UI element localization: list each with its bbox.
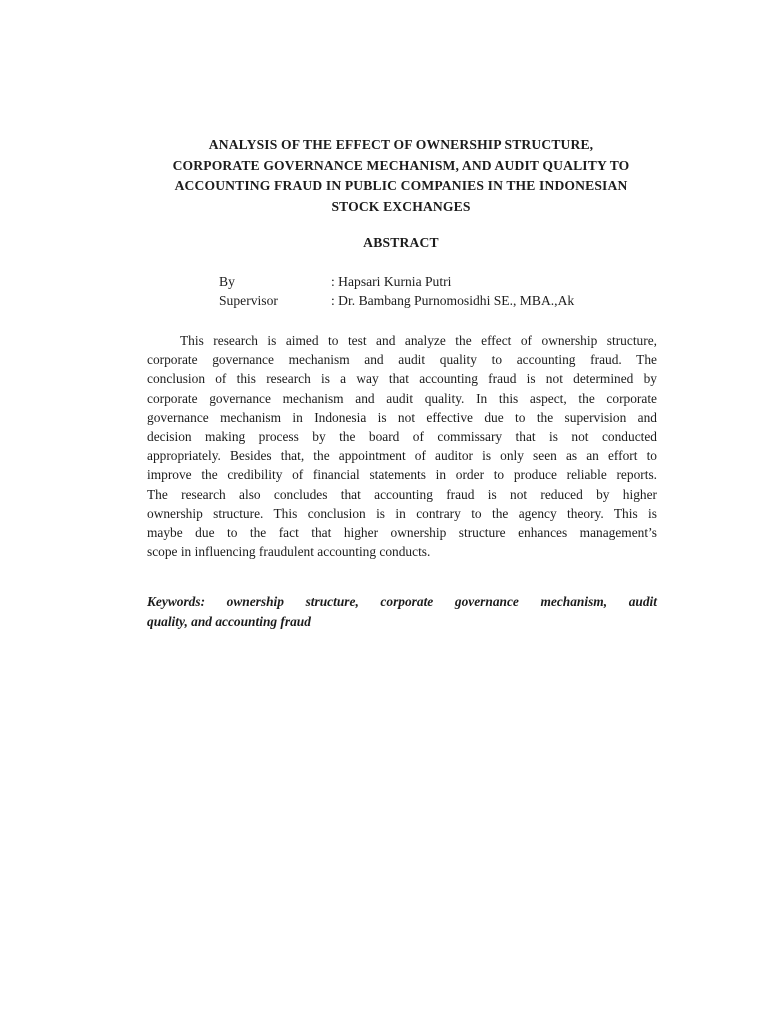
abstract-line: This research is aimed to test and analyze the effect of ownership structure, (180, 333, 657, 348)
title-line: CORPORATE GOVERNANCE MECHANISM, AND AUDIT QUALITY TO (172, 157, 630, 173)
keywords-line: quality, and accounting fraud (147, 614, 311, 629)
supervisor-row (219, 292, 574, 310)
title-line: ACCOUNTING FRAUD IN PUBLIC COMPANIES IN THE INDONESIAN (174, 178, 628, 193)
abstract-line: ownership structure. This conclusion is in contrary to the agency theory. This is (147, 505, 657, 521)
paper-title (140, 135, 662, 217)
abstract-line: improve the credibility of financial statements in order to produce reliable reports. (147, 467, 657, 483)
supervisor-name: : Dr. Bambang Purnomosidhi SE., MBA.,Ak (331, 293, 575, 308)
abstract-line: conclusion of this research is a way that accounting fraud is not determined by (147, 371, 657, 387)
author-name: : Hapsari Kurnia Putri (331, 274, 452, 289)
keywords-line: Keywords: ownership structure, corporate governance mechanism, audit (147, 594, 657, 609)
abstract-line: governance mechanism in Indonesia is not effective due to the supervision and (147, 409, 657, 425)
abstract-line: corporate governance mechanism and audit quality to accounting fraud. The (147, 352, 657, 368)
abstract-heading: ABSTRACT (363, 235, 439, 250)
abstract-line: appropriately. Besides that, the appointment of auditor is only seen as an effort to (147, 448, 657, 464)
supervisor-label: Supervisor (219, 293, 278, 308)
abstract-line: corporate governance mechanism and audit quality. In this aspect, the corporate (147, 390, 657, 406)
author-label: By (219, 274, 235, 289)
title-line: STOCK EXCHANGES (331, 198, 471, 214)
abstract-body (147, 331, 657, 561)
abstract-line: decision making process by the board of commissary that is not conducted (147, 428, 657, 444)
author-row (219, 273, 451, 291)
keywords (147, 592, 657, 632)
abstract-line: maybe due to the fact that higher ownership structure enhances management’s (147, 524, 657, 540)
title-line: ANALYSIS OF THE EFFECT OF OWNERSHIP STRUCTURE, (208, 137, 594, 152)
abstract-line: scope in influencing fraudulent accounting conducts. (147, 544, 431, 560)
abstract-line: The research also concludes that accounting fraud is not reduced by higher (147, 486, 657, 502)
